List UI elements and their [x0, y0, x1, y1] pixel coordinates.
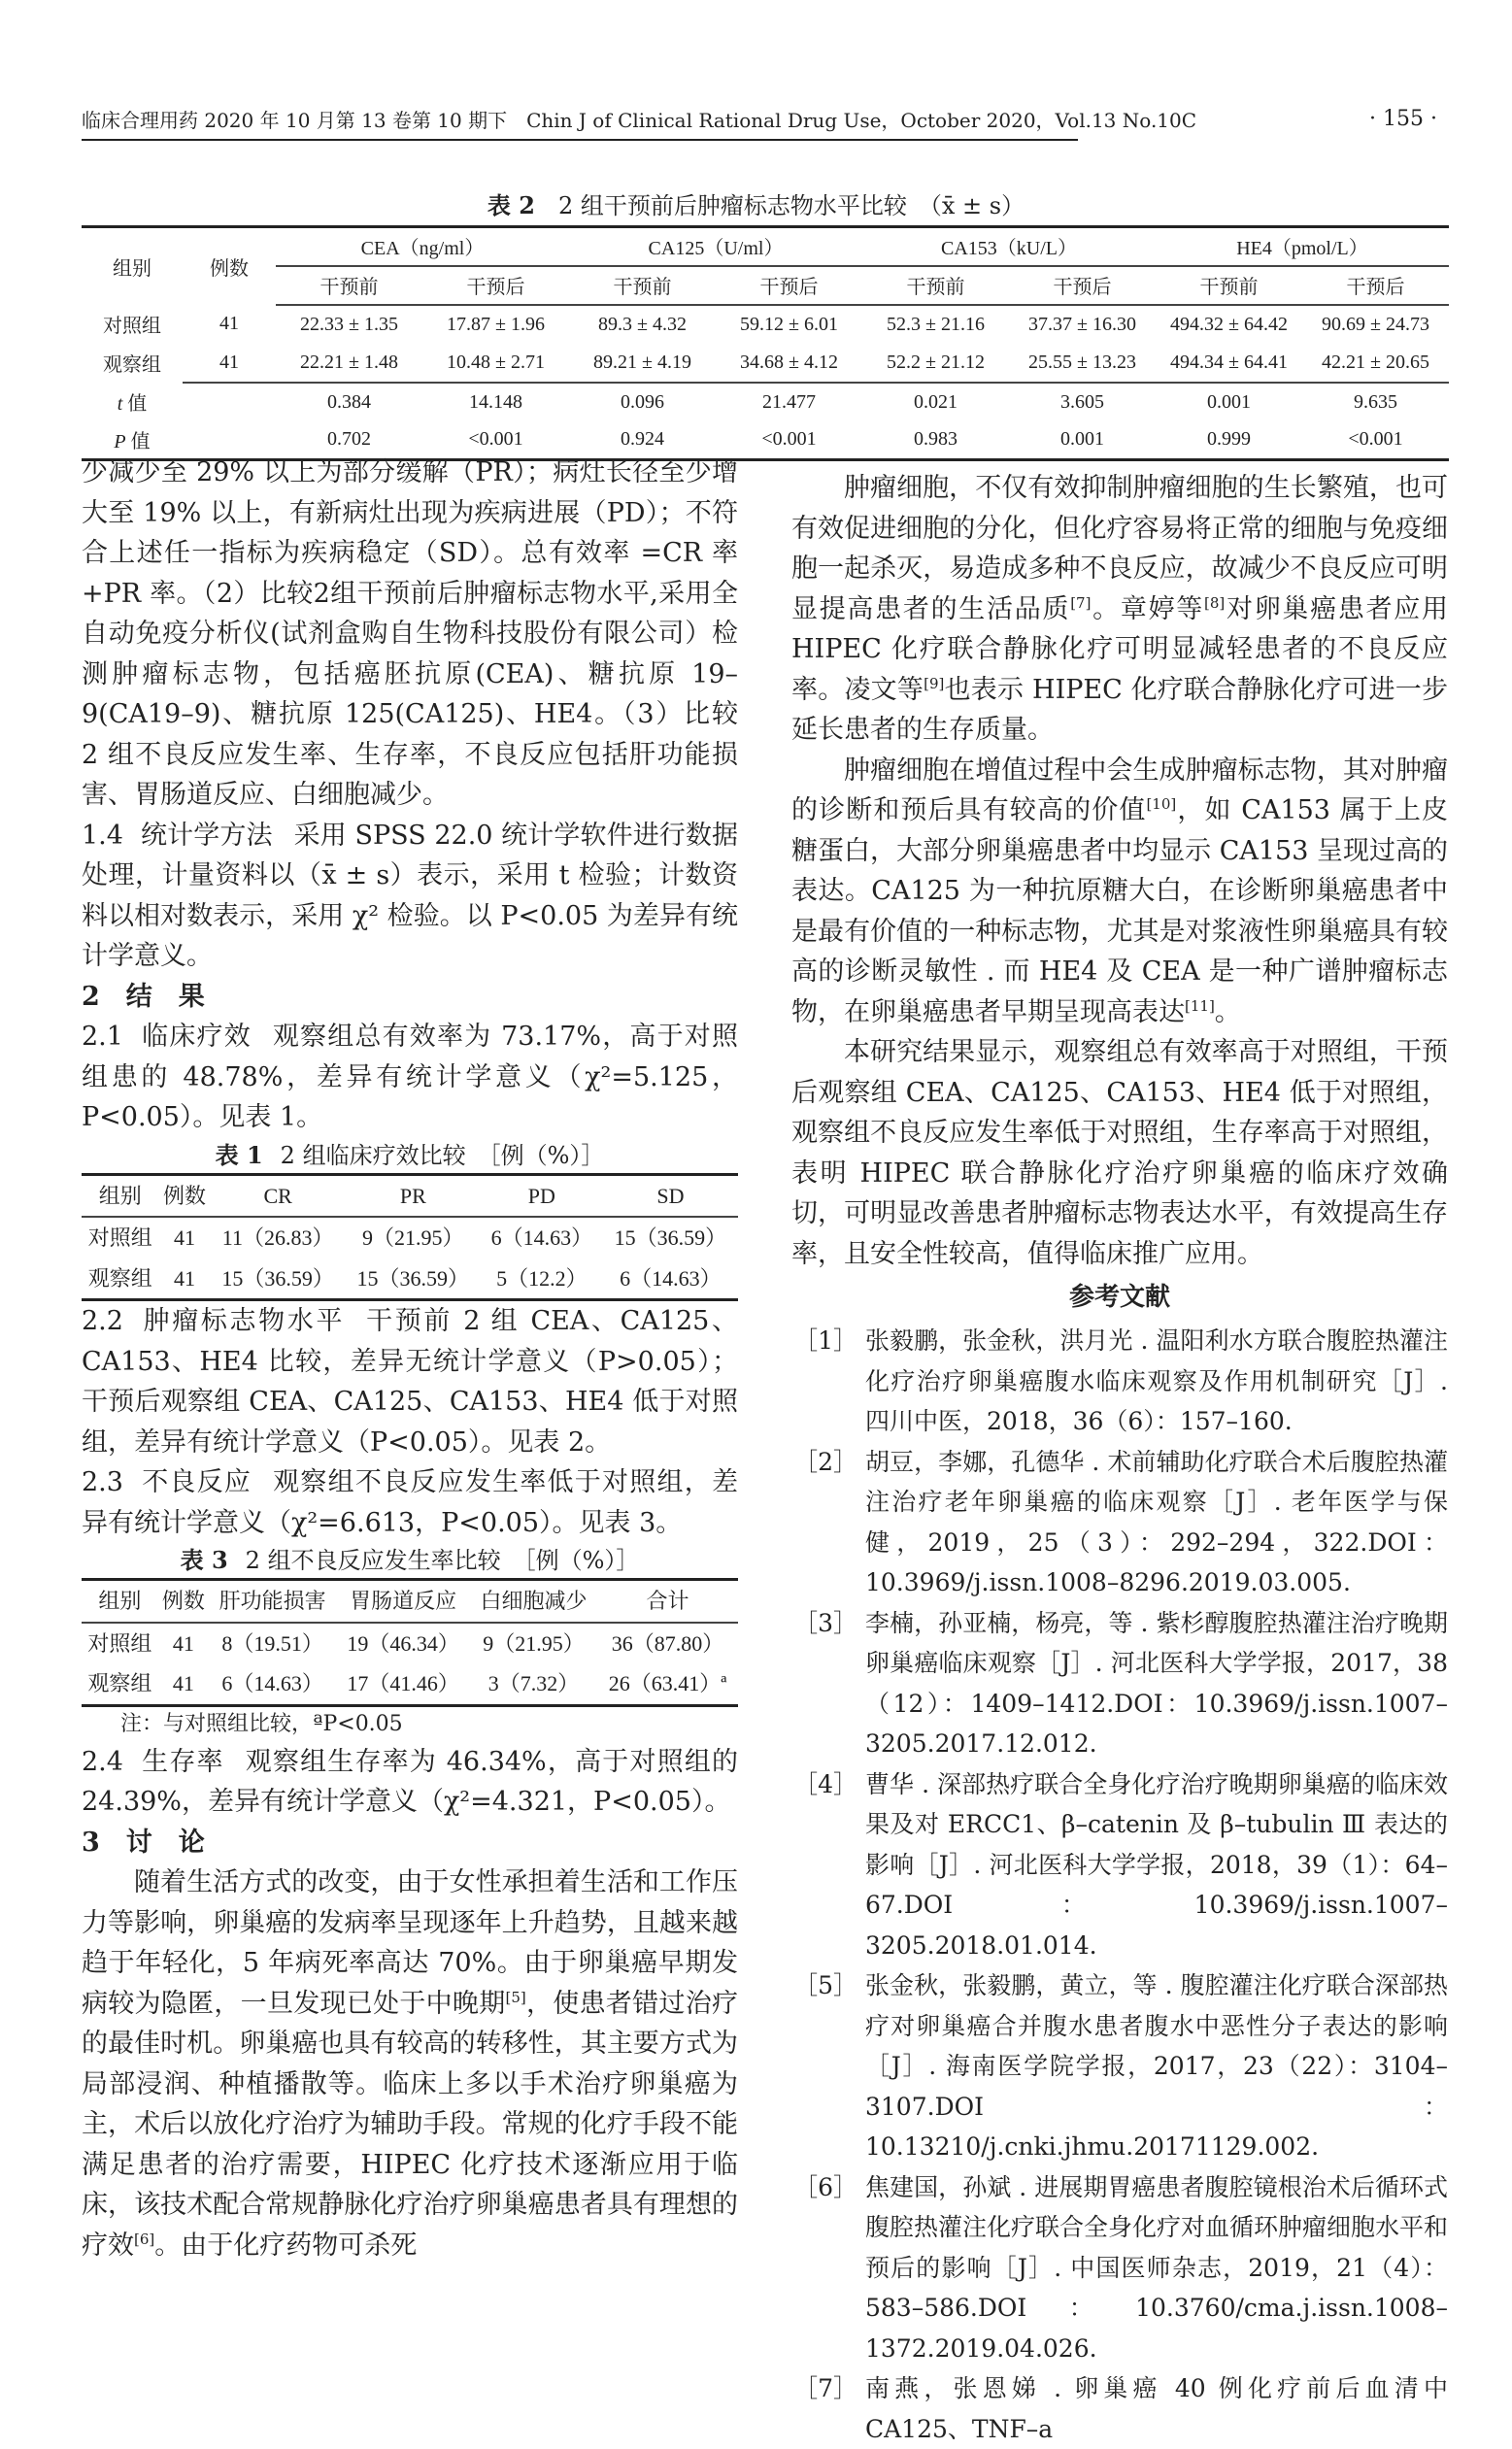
cell-value: 0.924 [569, 421, 716, 460]
cell-group [82, 344, 183, 383]
heading-discussion: 3 讨 论 [82, 1827, 205, 1858]
cell-value: 89.21 ± 4.19 [593, 351, 691, 373]
table3 [82, 1578, 738, 1707]
reference-item [791, 1321, 1448, 1442]
table3-note: 注：与对照组比较，ªP<0.05 [120, 1711, 403, 1736]
cell-value: 494.32 ± 64.42 [1170, 313, 1288, 335]
table-row [82, 1663, 738, 1705]
column-header: CR [211, 1174, 346, 1217]
citation: [8] [1204, 593, 1226, 612]
cell-value: 34.68 ± 4.12 [740, 351, 838, 373]
section-text: 观察组总有效率为 73.17%，高于对照组患的 48.78%，差异有统计学意义（χ²=5.125，P<0.05）。见表 1。 [82, 1022, 738, 1132]
cell-value: 3.605 [1009, 383, 1156, 421]
cell-value: 9.635 [1302, 383, 1449, 421]
reference-item [791, 2167, 1448, 2369]
section-1-4 [82, 816, 738, 977]
table-title: 2 组不良反应发生率比较 ［例（%）］ [245, 1547, 640, 1574]
references-heading: 参考文献 [1068, 1283, 1170, 1312]
text-run: 随着生活方式的改变，由于女性承担着生活和工作压力等影响，卵巢癌的发病率呈现逐年上升趋势，且越来越趋于年轻化，5 年病死率高达 70%。由于卵巢癌早期发病较为隐匿，一旦发现已处于中晚期 [82, 1867, 738, 2019]
cell-value: 494.34 ± 64.41 [1170, 351, 1288, 373]
cell-value: 21.477 [716, 383, 862, 421]
table-row [82, 383, 1449, 421]
reference-number: ［7］ [793, 2374, 857, 2402]
text-run: 肿瘤细胞，不仅有效抑制肿瘤细胞的生长繁殖，也可有效促进细胞的分化，但化疗容易将正常的细胞与免疫细胞一起杀灭，易造成多种不良反应，故减少不良反应可明显提高患者的生活品质 [791, 473, 1448, 624]
table-cell: 41 [174, 1225, 196, 1250]
table-cell: 5（12.2） [481, 1258, 603, 1300]
reference-number: ［3］ [793, 1608, 857, 1637]
section-number: 2.1 [82, 1022, 123, 1052]
table-row [82, 344, 1449, 383]
table-cell: 17（41.46） [336, 1663, 470, 1705]
column-header: 组别 [82, 1174, 159, 1217]
section-2-3 [82, 1462, 738, 1543]
cell-value: 0.384 [276, 383, 422, 421]
cell-n: 41 [219, 313, 239, 334]
cell-value: <0.001 [422, 421, 569, 460]
text-run: ，如 CA153 属于上皮糖蛋白，大部分卵巢癌患者中均显示 CA153 呈现过高的表达。CA125 为一种抗原糖大白，在诊断卵巢癌患者中是最有价值的一种标志物，尤其是对浆液性卵巢癌具有较高的诊断灵敏性 . 而 HE4 及 CEA 是一种广谱肿瘤标志物，在卵巢癌患者早期呈现高表达 [791, 795, 1448, 1027]
heading-results: 2 结 果 [82, 981, 205, 1012]
cell-value: 0.702 [276, 421, 422, 460]
header-after: 干预后 [1009, 266, 1156, 305]
section-number: 1.4 [82, 820, 123, 851]
table-row [82, 1258, 738, 1300]
reference-item [791, 1965, 1448, 2167]
reference-text: 张金秋，张毅鹏，黄立，等 . 腹腔灌注化疗联合深部热疗对卵巢癌合并腹水患者腹水中恶性分子表达的影响［J］. 海南医学院学报，2017，23（22）：3104–3107.DOI：10.13210/j.cnki.jhmu.20171129.002. [865, 1971, 1448, 2161]
text-run: 本研究结果显示，观察组总有效率高于对照组，干预后观察组 CEA、CA125、CA153、HE4 低于对照组，观察组不良反应发生率低于对照组，生存率高于对照组，表明 HIPEC 联合静脉化疗治疗卵巢癌的临床疗效确切，可明显改善患者肿瘤标志物表达水平，有效提高生存率，且安全性较高，值得临床推广应用。 [791, 1037, 1448, 1269]
citation: [9] [924, 674, 945, 692]
table-cell: 15（36.59） [211, 1258, 346, 1300]
reference-text: 张毅鹏，张金秋，洪月光 . 温阳利水方联合腹腔热灌注化疗治疗卵巢癌腹水临床观察及作用机制研究［J］. 四川中医，2018，36（6）：157–160. [865, 1326, 1448, 1435]
section-text: 观察组生存率为 46.34%，高于对照组的 24.39%，差异有统计学意义（χ²=4.321，P<0.05）。 [82, 1746, 738, 1817]
citation: [11] [1185, 996, 1215, 1015]
cell-value: <0.001 [1302, 421, 1449, 460]
column-header: 例数 [158, 1580, 209, 1623]
header-after: 干预后 [716, 266, 862, 305]
paragraph [791, 1032, 1448, 1274]
reference-text: 李楠，孙亚楠，杨亮，等 . 紫杉醇腹腔热灌注治疗晚期卵巢癌临床观察［J］. 河北医科大学学报，2017，38（12）：1409–1412.DOI：10.3969/j.issn.1007–3205.2017.12.012. [865, 1608, 1448, 1758]
paragraph [791, 751, 1448, 1033]
cell-value: 17.87 ± 1.96 [447, 313, 545, 335]
citation: [5] [505, 1988, 526, 2006]
reference-text: 胡豆，李娜，孔德华 . 术前辅助化疗联合术后腹腔热灌注治疗老年卵巢癌的临床观察［J］. 老年医学与保健，2019，25（3）：292–294，322.DOI：10.3969/j.issn.1008–8296.2019.03.005. [865, 1447, 1448, 1596]
header-before: 干预前 [862, 266, 1009, 305]
citation: [7] [1070, 593, 1092, 612]
reference-number: ［5］ [793, 1971, 857, 1999]
column-header: SD [603, 1174, 738, 1217]
table-cell: 对照组 [87, 1630, 152, 1656]
column-header: 例数 [159, 1174, 211, 1217]
text-run: 也表示 HIPEC 化疗联合静脉化疗可进一步延长患者的生存质量。 [791, 674, 1449, 745]
table-cell: 6（14.63） [603, 1258, 738, 1300]
header-group: 组别 [82, 227, 183, 305]
table-cell: 观察组 [82, 1663, 158, 1705]
section-text: 观察组不良反应发生率低于对照组，差异有统计学意义（χ²=6.613，P<0.05）。见表 3。 [82, 1467, 739, 1538]
table-cell: 对照组 [87, 1225, 152, 1250]
reference-item [791, 2368, 1448, 2449]
section-title: 生存率 [140, 1746, 224, 1777]
table3-caption [82, 1543, 738, 1578]
cell-group [82, 383, 183, 421]
section-2-4 [82, 1742, 738, 1823]
cell-value: 89.3 ± 4.32 [598, 313, 687, 335]
left-column [82, 453, 738, 2265]
column-header: PR [346, 1174, 481, 1217]
cell-value: 22.33 ± 1.35 [300, 313, 398, 335]
section-number: 2.3 [82, 1467, 123, 1497]
section-title: 肿瘤标志物水平 [140, 1306, 346, 1336]
table-cell: 9（21.95） [483, 1630, 585, 1656]
paragraph: 少减少至 29% 以上为部分缓解（PR）；病灶长径至少增大至 19% 以上，有新病灶出现为疾病进展（PD）；不符合上述任一指标为疾病稳定（SD）。总有效率 =CR 率 +PR 率。（2）比较2组干预前后肿瘤标志物水平,采用全自动免疫分析仪(试剂盒购自生物科技股份有限公司）检测肿瘤标志物，包括癌胚抗原(CEA)、糖抗原 19–9(CA19–9)、糖抗原 125(CA125)、HE4。（3）比较 2 组不良反应发生率、生存率，不良反应包括肝功能损害、胃肠道反应、白细胞减少。 [82, 457, 738, 810]
text-run: ，使患者错过治疗的最佳时机。卵巢癌也具有较高的转移性，其主要方式为局部浸润、种植播散等。临床上多以手术治疗卵巢癌为主，术后以放化疗治疗为辅助手段。常规的化疗手段不能满足患者的治疗需要，HIPEC 化疗技术逐渐应用于临床，该技术配合常规静脉化疗治疗卵巢癌患者具有理想的疗效 [82, 1988, 738, 2261]
table-cell: 41 [158, 1663, 209, 1705]
section-2-2 [82, 1301, 738, 1462]
table-cell: 41 [159, 1258, 211, 1300]
table-row [82, 305, 1449, 344]
group-label: 观察组 [103, 354, 161, 376]
table1 [82, 1173, 738, 1302]
text-run: 对卵巢癌患者应用 HIPEC 化疗联合静脉化疗可明显减轻患者的不良反应率。凌文等 [791, 593, 1449, 705]
table-cell: 观察组 [82, 1258, 159, 1300]
reference-text: 南燕，张恩娣 . 卵巢癌 40 例化疗前后血清中 CA125、TNF–a [865, 2374, 1448, 2443]
table-cell: 6（14.63） [490, 1225, 593, 1250]
column-header: 组别 [82, 1580, 158, 1623]
cell-value: 52.3 ± 21.16 [887, 313, 985, 335]
reference-item [791, 1603, 1448, 1764]
reference-text: 曹华 . 深部热疗联合全身化疗治疗晚期卵巢癌的临床效果及对 ERCC1、β–catenin 及 β–tubulin Ⅲ 表达的影响［J］. 河北医科大学学报，2018，39（1）：64–67.DOI：10.3969/j.issn.1007–3205.2018.01.014. [865, 1769, 1448, 1960]
header-before: 干预前 [276, 266, 422, 305]
cell-value: 0.001 [1156, 383, 1302, 421]
paragraph [791, 468, 1448, 751]
reference-number: ［1］ [793, 1326, 857, 1355]
reference-number: ［6］ [793, 2172, 857, 2201]
cell-value: 37.37 ± 16.30 [1028, 313, 1136, 335]
reference-item [791, 1764, 1448, 1966]
table-stat: （x̄ ± s） [929, 192, 1025, 219]
table-label: 表 2 [487, 191, 535, 219]
cell-value: 14.148 [422, 383, 569, 421]
header-before: 干预前 [1156, 266, 1302, 305]
cell-value: 25.55 ± 13.23 [1028, 351, 1136, 373]
table-label: 表 1 [215, 1140, 263, 1169]
reference-number: ［2］ [793, 1447, 857, 1476]
reference-item [791, 1442, 1448, 1603]
table-cell: 26（63.41）ª [597, 1663, 738, 1705]
text-run: 。 [1214, 996, 1241, 1027]
column-header: 白细胞减少 [470, 1580, 597, 1623]
cell-value: 10.48 ± 2.71 [447, 351, 545, 373]
section-number: 2.2 [82, 1306, 123, 1336]
section-number: 2.4 [82, 1746, 123, 1777]
table2 [82, 225, 1449, 461]
table-title: 2 组干预前后肿瘤标志物水平比较 [557, 192, 907, 219]
section-title: 不良反应 [140, 1467, 252, 1497]
table-title: 2 组临床疗效比较 ［例（%）］ [280, 1141, 605, 1169]
column-header: 合计 [597, 1580, 738, 1623]
header-before: 干预前 [569, 266, 716, 305]
paragraph [82, 1862, 738, 2265]
cell-value: 0.021 [862, 383, 1009, 421]
table-cell: 8（19.51） [221, 1630, 323, 1656]
reference-number: ［4］ [793, 1769, 857, 1798]
page-number: · 155 · [1369, 107, 1437, 131]
table2-caption [0, 186, 1512, 220]
cell-n: 41 [219, 351, 239, 373]
cell-value: 42.21 ± 20.65 [1322, 351, 1429, 373]
section-text: 干预前 2 组 CEA、CA125、CA153、HE4 比较，差异无统计学意义（P>0.05）；干预后观察组 CEA、CA125、CA153、HE4 低于对照组，差异有统计学意义（P<0.05）。见表 2。 [82, 1306, 739, 1458]
table-cell: 36（87.80） [611, 1630, 724, 1656]
header-n: 例数 [183, 227, 276, 305]
stat-variable: P [114, 431, 126, 453]
table-cell: 3（7.32） [470, 1663, 597, 1705]
header-marker: CEA（ng/ml） [276, 227, 569, 266]
citation: [10] [1146, 795, 1177, 813]
header-marker: CA153（kU/L） [862, 227, 1156, 266]
text-run: 。由于化疗药物可杀死 [154, 2230, 418, 2261]
text-run: 肿瘤细胞在增值过程中会生成肿瘤标志物，其对肿瘤的诊断和预后具有较高的价值 [791, 755, 1448, 825]
running-header: 临床合理用药 2020 年 10 月第 13 卷第 10 期下 Chin J of Clinical Rational Drug Use，October 2020，Vol.13 No.10C [82, 105, 1078, 141]
cell-value: 59.12 ± 6.01 [740, 313, 838, 335]
cell-value: 0.983 [862, 421, 1009, 460]
header-after: 干预后 [422, 266, 569, 305]
table-cell: 41 [172, 1630, 194, 1656]
header-row [82, 1174, 738, 1217]
table-cell: 15（36.59） [614, 1225, 727, 1250]
header-after: 干预后 [1302, 266, 1449, 305]
section-2-1 [82, 1017, 738, 1138]
table-cell: 11（26.83） [221, 1225, 334, 1250]
text-run: 。章婷等 [1091, 593, 1205, 624]
group-label: 值 [125, 431, 151, 453]
column-header: 胃肠道反应 [336, 1580, 470, 1623]
group-label: 值 [122, 393, 148, 415]
table-row [82, 1217, 738, 1258]
table-label: 表 3 [180, 1546, 228, 1574]
table-cell: 19（46.34） [347, 1630, 459, 1656]
table-cell: 6（14.63） [209, 1663, 336, 1705]
reference-text: 焦建国，孙斌 . 进展期胃癌患者腹腔镜根治术后循环式腹腔热灌注化疗联合全身化疗对血循环肿瘤细胞水平和预后的影响［J］. 中国医师杂志，2019，21（4）：583–586.DOI：10.3760/cma.j.issn.1008–1372.2019.04.026. [865, 2172, 1449, 2363]
cell-value: <0.001 [716, 421, 862, 460]
section-title: 统计学方法 [140, 820, 273, 851]
table-row [82, 1623, 738, 1664]
table-cell: 9（21.95） [362, 1225, 464, 1250]
cell-group [82, 305, 183, 344]
column-header: PD [481, 1174, 603, 1217]
header-row [82, 1580, 738, 1623]
table1-caption [82, 1138, 738, 1173]
cell-value: 0.001 [1009, 421, 1156, 460]
cell-value: 0.096 [569, 383, 716, 421]
cell-value: 90.69 ± 24.73 [1322, 313, 1429, 335]
stat-variable: t [117, 393, 123, 415]
header-marker: HE4（pmol/L） [1156, 227, 1449, 266]
section-title: 临床疗效 [140, 1022, 252, 1052]
cell-value: 52.2 ± 21.12 [887, 351, 985, 373]
right-column [791, 468, 1448, 2449]
group-label: 对照组 [103, 316, 161, 337]
column-header: 肝功能损害 [209, 1580, 336, 1623]
table-cell: 15（36.59） [346, 1258, 481, 1300]
reference-list [791, 1321, 1448, 2449]
cell-value: 0.999 [1156, 421, 1302, 460]
header-marker: CA125（U/ml） [569, 227, 862, 266]
cell-value: 22.21 ± 1.48 [300, 351, 398, 373]
citation: [6] [134, 2230, 155, 2248]
section-text: 采用 SPSS 22.0 统计学软件进行数据处理，计量资料以（x̄ ± s）表示，采用 t 检验；计数资料以相对数表示，采用 χ² 检验。以 P<0.05 为差异有统计学意义。 [82, 820, 739, 971]
cell-n [183, 383, 276, 421]
